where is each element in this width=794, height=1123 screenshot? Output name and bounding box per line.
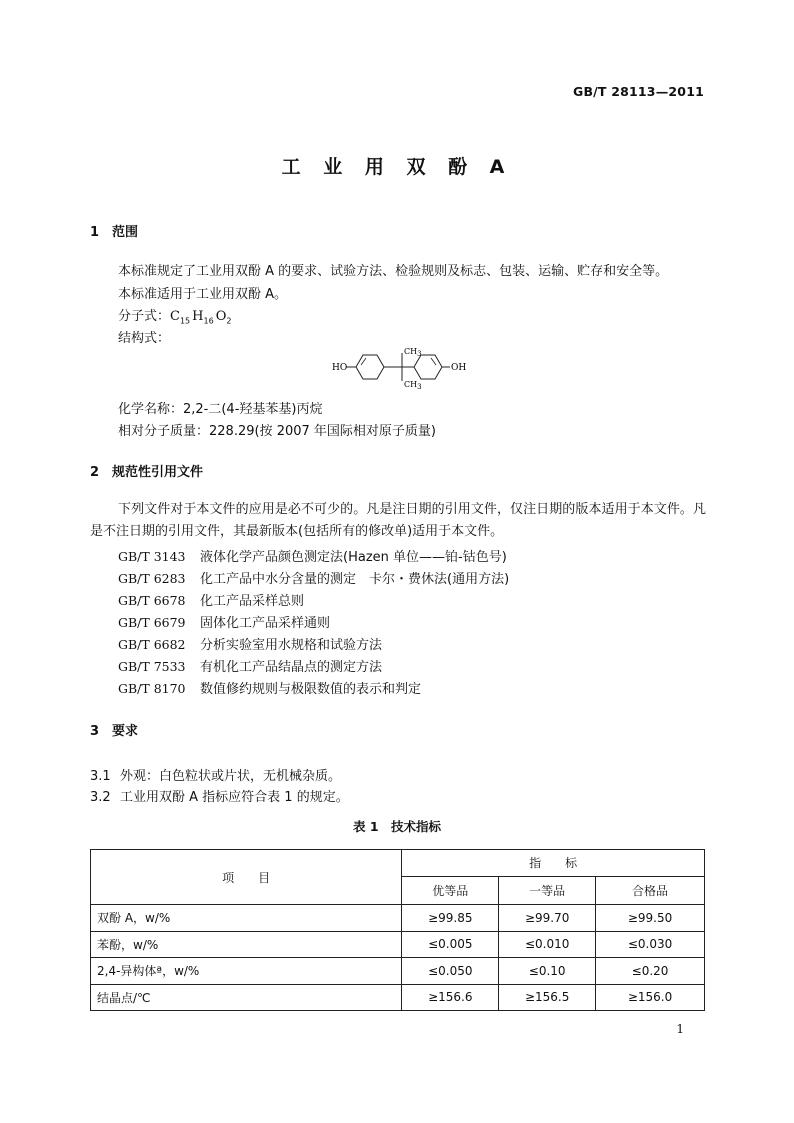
row-item: 结晶点/℃ xyxy=(91,984,402,1011)
formula-o-count: 2 xyxy=(226,316,232,326)
reference-code: GB/T 7533 xyxy=(118,659,186,674)
reference-title: 液体化学产品颜色测定法(Hazen 单位——铂-钴色号) xyxy=(200,550,507,565)
cell-value: ≥156.0 xyxy=(596,984,705,1011)
reference-code: GB/T 6682 xyxy=(118,637,186,652)
reference-title: 化工产品采样总则 xyxy=(200,594,305,609)
standard-code: GB/T 28113—2011 xyxy=(572,84,704,99)
cell-value: ≥99.70 xyxy=(499,905,596,932)
cell-value: ≤0.005 xyxy=(402,931,499,958)
section-2-heading xyxy=(90,461,203,480)
section-number: 1 xyxy=(90,225,100,240)
formula-c: C xyxy=(170,309,180,324)
reference-title: 化工产品中水分含量的测定 卡尔・费休法(通用方法) xyxy=(200,572,510,587)
grade-header: 合格品 xyxy=(596,876,705,904)
table-row xyxy=(91,931,705,958)
reference-item xyxy=(118,634,382,653)
grade-header: 一等品 xyxy=(499,876,596,904)
structural-formula xyxy=(332,342,472,390)
cell-value: ≥99.50 xyxy=(596,905,705,932)
chemical-name: 化学名称：2,2-二(4-羟基苯基)丙烷 xyxy=(118,402,323,417)
document-title: 工 业 用 双 酚 A xyxy=(281,156,513,178)
row-item: 2,4-异构体ª，w/% xyxy=(91,958,402,985)
section-3-heading xyxy=(90,720,138,739)
formula-h-count: 16 xyxy=(203,316,214,326)
cell-value: ≤0.20 xyxy=(596,958,705,985)
cell-value: ≥156.5 xyxy=(499,984,596,1011)
requirement-item xyxy=(90,765,341,784)
methyl-bottom-text: CH3 xyxy=(404,380,422,390)
cell-value: ≤0.050 xyxy=(402,958,499,985)
reference-title: 固体化工产品采样通则 xyxy=(200,616,331,631)
section-number: 2 xyxy=(90,465,100,480)
reference-item xyxy=(118,678,421,697)
molecular-mass: 相对分子质量：228.29(按 2007 年国际相对原子质量) xyxy=(118,424,436,439)
reference-item xyxy=(118,590,304,609)
molecular-formula xyxy=(118,305,231,326)
grade-header: 优等品 xyxy=(402,876,499,904)
section-title: 规范性引用文件 xyxy=(112,465,204,480)
reference-item xyxy=(118,612,330,631)
formula-label: 分子式： xyxy=(118,309,171,324)
formula-c-count: 15 xyxy=(179,316,191,326)
column-header-index: 指 标 xyxy=(402,850,705,877)
reference-code: GB/T 3143 xyxy=(118,549,186,564)
ring-right-inner-bond xyxy=(431,358,436,365)
reference-code: GB/T 6283 xyxy=(118,571,186,586)
reference-title: 分析实验室用水规格和试验方法 xyxy=(200,638,383,653)
clause-text: 外观：白色粒状或片状，无机械杂质。 xyxy=(120,769,342,784)
requirement-item xyxy=(90,786,349,805)
table-title: 表 1 技术指标 xyxy=(352,819,442,834)
scope-paragraph-2: 本标准适用于工业用双酚 A。 xyxy=(118,287,288,302)
clause-number: 3.1 xyxy=(90,769,111,784)
benzene-ring-left xyxy=(356,355,384,379)
reference-code: GB/T 8170 xyxy=(118,681,186,696)
cell-value: ≤0.010 xyxy=(499,931,596,958)
formula-h: H xyxy=(192,309,204,324)
section-title: 范围 xyxy=(112,225,139,240)
section-number: 3 xyxy=(90,724,100,739)
spec-table xyxy=(90,849,705,1011)
structure-label: 结构式： xyxy=(118,331,171,346)
reference-item xyxy=(118,546,507,565)
reference-code: GB/T 6678 xyxy=(118,593,186,608)
cell-value: ≤0.030 xyxy=(596,931,705,958)
reference-title: 数值修约规则与极限数值的表示和判定 xyxy=(200,682,422,697)
page-number: 1 xyxy=(676,1022,684,1036)
cell-value: ≥156.6 xyxy=(402,984,499,1011)
row-item: 双酚 A，w/% xyxy=(91,905,402,932)
reference-title: 有机化工产品结晶点的测定方法 xyxy=(200,660,383,675)
table-row xyxy=(91,958,705,985)
cell-value: ≤0.10 xyxy=(499,958,596,985)
table-row xyxy=(91,984,705,1011)
references-intro: 下列文件对于本文件的应用是必不可少的。凡是注日期的引用文件，仅注日期的版本适用于本文件。凡是不注日期的引用文件，其最新版本(包括所有的修改单)适用于本文件。 xyxy=(90,502,706,539)
reference-code: GB/T 6679 xyxy=(118,615,186,630)
cell-value: ≥99.85 xyxy=(402,905,499,932)
methyl-top-text: CH3 xyxy=(404,347,422,358)
section-title: 要求 xyxy=(112,724,139,739)
clause-number: 3.2 xyxy=(90,790,111,805)
table-row xyxy=(91,905,705,932)
column-header-item: 项 目 xyxy=(91,850,402,905)
row-item: 苯酚，w/% xyxy=(91,931,402,958)
scope-paragraph-1: 本标准规定了工业用双酚 A 的要求、试验方法、检验规则及标志、包装、运输、贮存和安全等。 xyxy=(118,264,669,279)
reference-item xyxy=(118,568,509,587)
table-header-row xyxy=(91,850,705,877)
reference-item xyxy=(118,656,382,675)
ring-left-inner-bond xyxy=(361,358,366,365)
hydroxyl-left-text: HO xyxy=(332,363,348,373)
section-1-heading xyxy=(90,221,138,240)
formula-o: O xyxy=(215,309,227,324)
benzene-ring-right xyxy=(414,355,442,379)
hydroxyl-right-text: OH xyxy=(451,363,467,373)
clause-text: 工业用双酚 A 指标应符合表 1 的规定。 xyxy=(120,790,349,805)
